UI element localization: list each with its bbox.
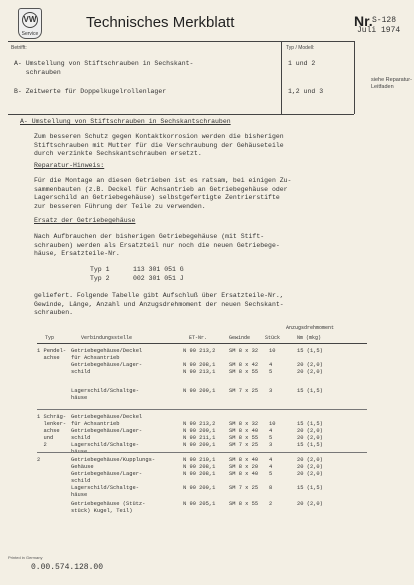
cell-stueck: 4 (269, 428, 273, 434)
summary-item-a: A- Umstellung von Stiftschrauben in Sechskant- schrauben (14, 60, 194, 76)
document-code: 0.00.574.128.00 (31, 563, 104, 572)
cell-stueck: 5 (269, 369, 273, 375)
cell-stueck: 5 (269, 471, 273, 477)
summary-item-a-typ: 1 und 2 (288, 60, 316, 67)
table-row: schild (71, 435, 91, 441)
summary-bottom-border (8, 114, 354, 115)
cell-et-nr: N 90 208,1 (183, 464, 216, 470)
summary-item-b: B- Zeitwerte für Doppelkugelrollenlager (14, 88, 167, 95)
typ-2-part-number: 002 301 051 J (133, 275, 184, 282)
header-anzugsdrehmoment: Anzugsdrehmoment (286, 325, 335, 331)
cell-anzug: 15 (1,5) (297, 388, 323, 394)
typ-modell-label: Typ / Modell: (286, 45, 315, 51)
cell-stueck: 3 (269, 442, 273, 448)
table-row: für Achsantrieb (71, 355, 120, 361)
printed-in-note: Printed in Germany (8, 555, 43, 560)
document-date: Juli 1974 (357, 26, 401, 35)
paragraph-table-intro: geliefert. Folgende Tabelle gibt Aufschluß über Ersatzteile-Nr., Gewinde, Länge, Anzahl und Anzugsdrehmoment der neuen Sechskant- schrauben. (34, 292, 284, 316)
cell-gewinde: SM 8 x 40 (229, 471, 259, 477)
table-row: schild (71, 369, 91, 375)
table-row: Getriebegehäuse/Deckel (71, 414, 143, 420)
table-row: Getriebegehäuse/Deckel (71, 348, 143, 354)
cell-gewinde: SM 8 x 40 (229, 457, 259, 463)
cell-anzug: 20 (2,0) (297, 471, 323, 477)
typ-1-part-number: 113 301 051 G (133, 266, 184, 273)
cell-et-nr: N 90 208,1 (183, 471, 216, 477)
cell-gewinde: SM 8 x 32 (229, 348, 259, 354)
cell-et-nr: N 90 211,1 (183, 435, 216, 441)
vw-service-logo (18, 8, 42, 39)
cell-gewinde: SM 8 x 55 (229, 435, 259, 441)
group-typ: 2 (37, 457, 41, 463)
cell-stueck: 4 (269, 362, 273, 368)
typ-2-label: Typ 2 (90, 275, 110, 282)
side-note: siehe Reparatur-Leitfaden (371, 77, 412, 90)
reparatur-hinweis-title: Reparatur-Hinweis: (34, 162, 105, 169)
cell-et-nr: N 90 210,1 (183, 457, 216, 463)
cell-anzug: 15 (1,5) (297, 442, 323, 448)
cell-stueck: 8 (269, 485, 273, 491)
summary-top-border (8, 41, 354, 42)
cell-gewinde: SM 7 x 25 (229, 485, 259, 491)
paragraph-ersatz: Nach Aufbrauchen der bisherigen Getriebegehäuse (mit Stift- schrauben) werden als Ersatzteil nur noch die neuen Getriebege- häuse, Ersatzteile-Nr. (34, 233, 280, 257)
table-row: Lagerschild/Schaltge- (71, 442, 139, 448)
document-number-label: Nr. (354, 13, 373, 29)
summary-column-divider (281, 41, 282, 114)
summary-item-b-typ: 1,2 und 3 (288, 88, 324, 95)
header-typ: Typ (45, 335, 55, 341)
cell-anzug: 20 (2,0) (297, 428, 323, 434)
cell-anzug: 20 (2,0) (297, 435, 323, 441)
cell-et-nr: N 90 209,1 (183, 428, 216, 434)
cell-stueck: 3 (269, 388, 273, 394)
header-nm-mkg: Nm (mkg) (297, 335, 322, 341)
typ-1-label: Typ 1 (90, 266, 110, 273)
cell-et-nr: N 90 205,1 (183, 501, 216, 507)
table-row: schild (71, 478, 91, 484)
cell-et-nr: N 90 213,2 (183, 348, 216, 354)
table-row: Getriebegehäuse (Stütz- (71, 501, 146, 507)
table-row: stück) Kugel, Teil) (71, 508, 133, 514)
table-row: Gehäuse (71, 464, 94, 470)
table-row: für Achsantrieb (71, 421, 120, 427)
cell-et-nr: N 90 209,1 (183, 485, 216, 491)
cell-gewinde: SM 8 x 20 (229, 464, 259, 470)
vw-logo-emblem: VW (22, 12, 38, 28)
cell-et-nr: N 90 213,2 (183, 421, 216, 427)
cell-gewinde: SM 8 x 32 (229, 421, 259, 427)
cell-et-nr: N 90 213,1 (183, 369, 216, 375)
cell-et-nr: N 90 208,1 (183, 362, 216, 368)
group-typ: 1 Pendel- achse (37, 348, 67, 361)
table-divider (37, 409, 367, 410)
cell-gewinde: SM 8 x 42 (229, 362, 259, 368)
header-et-nr: ET-Nr. (189, 335, 208, 341)
table-row: häuse (71, 395, 88, 401)
cell-gewinde: SM 8 x 55 (229, 501, 259, 507)
ersatz-title: Ersatz der Getriebegehäuse (34, 217, 136, 224)
table-divider (37, 452, 367, 453)
header-stueck: Stück (265, 335, 281, 341)
cell-anzug: 15 (1,5) (297, 348, 323, 354)
cell-gewinde: SM 7 x 25 (229, 388, 259, 394)
paragraph-reparatur: Für die Montage an diesen Getrieben ist es ratsam, bei einigen Zu- sammenbauten (z.B. Deckel für Achsantrieb an Getriebegehäuse oder Lagerschild an Getriebegehäuse) selbstgefertigte Zentrierstifte zur besseren Führung der Teile zu verwenden. (34, 177, 292, 210)
betrifft-label: Betrifft: (11, 45, 27, 51)
cell-anzug: 20 (2,0) (297, 362, 323, 368)
cell-stueck: 10 (269, 348, 276, 354)
logo-service-text: Service (21, 31, 39, 37)
cell-stueck: 4 (269, 464, 273, 470)
table-row: Getriebegehäuse/Lager- (71, 428, 143, 434)
cell-stueck: 2 (269, 501, 273, 507)
cell-gewinde: SM 8 x 55 (229, 369, 259, 375)
cell-anzug: 20 (2,0) (297, 464, 323, 470)
cell-et-nr: N 90 209,1 (183, 388, 216, 394)
cell-anzug: 15 (1,5) (297, 485, 323, 491)
document-title: Technisches Merkblatt (86, 14, 235, 31)
table-row: Lagerschild/Schaltge- (71, 485, 139, 491)
cell-gewinde: SM 8 x 40 (229, 428, 259, 434)
document-number: S-128 (372, 16, 397, 25)
table-row: Getriebegehäuse/Lager- (71, 362, 143, 368)
header-gewinde: Gewinde (229, 335, 251, 341)
header-verbindungsstelle: Verbindungsstelle (81, 335, 133, 341)
table-row: Lagerschild/Schaltge- (71, 388, 139, 394)
cell-anzug: 20 (2,0) (297, 369, 323, 375)
cell-stueck: 10 (269, 421, 276, 427)
cell-stueck: 5 (269, 435, 273, 441)
cell-anzug: 20 (2,0) (297, 457, 323, 463)
group-typ: 1 Schräg- lenker- achse und 2 (37, 414, 67, 448)
paragraph-intro: Zum besseren Schutz gegen Kontaktkorrosion werden die bisherigen Stiftschrauben mit Mutter für die Verschraubung der Gehäuseteile durch verzinkte Sechskantschrauben ersetzt. (34, 133, 284, 157)
summary-right-border (354, 41, 355, 114)
cell-anzug: 20 (2,0) (297, 501, 323, 507)
cell-gewinde: SM 7 x 25 (229, 442, 259, 448)
table-row: Getriebegehäuse/Kupplungs- (71, 457, 156, 463)
cell-et-nr: N 90 209,1 (183, 442, 216, 448)
table-row: Getriebegehäuse/Lager- (71, 471, 143, 477)
cell-stueck: 4 (269, 457, 273, 463)
cell-anzug: 15 (1,5) (297, 421, 323, 427)
section-title: A- Umstellung von Stiftschrauben in Sechskantschrauben (20, 118, 231, 125)
table-header-rule (37, 343, 367, 344)
table-row: häuse (71, 492, 88, 498)
